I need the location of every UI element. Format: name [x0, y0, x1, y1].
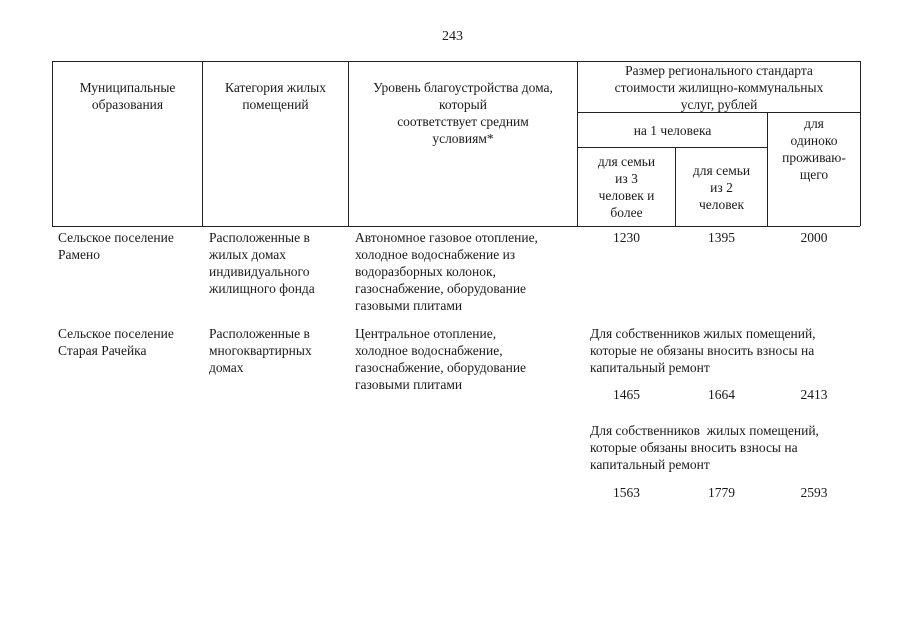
- row-1-value-single: 2000: [800, 230, 828, 245]
- row-2-municipality: Сельское поселение Старая Рачейка: [58, 326, 174, 358]
- table-header-bottom-border: [52, 226, 860, 227]
- row-2-group-2-value-family-3: 1563: [613, 485, 640, 500]
- header-family-2: для семьи из 2 человек: [692, 163, 751, 212]
- row-1-value-family-3: 1230: [613, 230, 640, 245]
- table-header-divider-2: [577, 147, 767, 148]
- row-1-value-family-2: 1395: [708, 230, 735, 245]
- row-2-group-2-label: Для собственников жилых помещений, которые обязаны вносить взносы на капитальный ремонт: [590, 423, 819, 472]
- page-number: 243: [442, 29, 463, 44]
- row-2-group-1-value-family-2: 1664: [708, 387, 735, 402]
- header-standard-size: Размер регионального стандарта стоимости жилищно-коммунальных услуг, рублей: [614, 63, 824, 112]
- row-2-group-1-value-single: 2413: [800, 387, 828, 402]
- table-right-border: [860, 61, 861, 226]
- header-single: для одиноко проживаю- щего: [782, 116, 846, 182]
- row-2-group-2-value-single: 2593: [800, 485, 828, 500]
- header-family-3: для семьи из 3 человек и более: [597, 154, 656, 220]
- row-1-category: Расположенные в жилых домах индивидуального жилищного фонда: [209, 230, 315, 296]
- row-2-amenity: Центральное отопление, холодное водоснабжение, газоснабжение, оборудование газовыми плитами: [355, 326, 527, 392]
- row-1-amenity: Автономное газовое отопление, холодное водоснабжение из водоразборных колонок, газоснабжение, оборудование газовыми плитами: [355, 230, 538, 313]
- row-1-municipality: Сельское поселение Рамено: [58, 230, 174, 262]
- header-amenity-level: Уровень благоустройства дома, который соответствует средним условиям*: [373, 80, 553, 146]
- header-per-person: на 1 человека: [633, 123, 712, 138]
- header-municipality: Муниципальные образования: [79, 80, 176, 112]
- row-2-category: Расположенные в многоквартирных домах: [209, 326, 312, 375]
- row-2-group-2-value-family-2: 1779: [708, 485, 735, 500]
- row-2-group-1-label: Для собственников жилых помещений, которые не обязаны вносить взносы на капитальный ремонт: [590, 326, 816, 375]
- header-category: Категория жилых помещений: [225, 80, 326, 112]
- row-2-group-1-value-family-3: 1465: [613, 387, 640, 402]
